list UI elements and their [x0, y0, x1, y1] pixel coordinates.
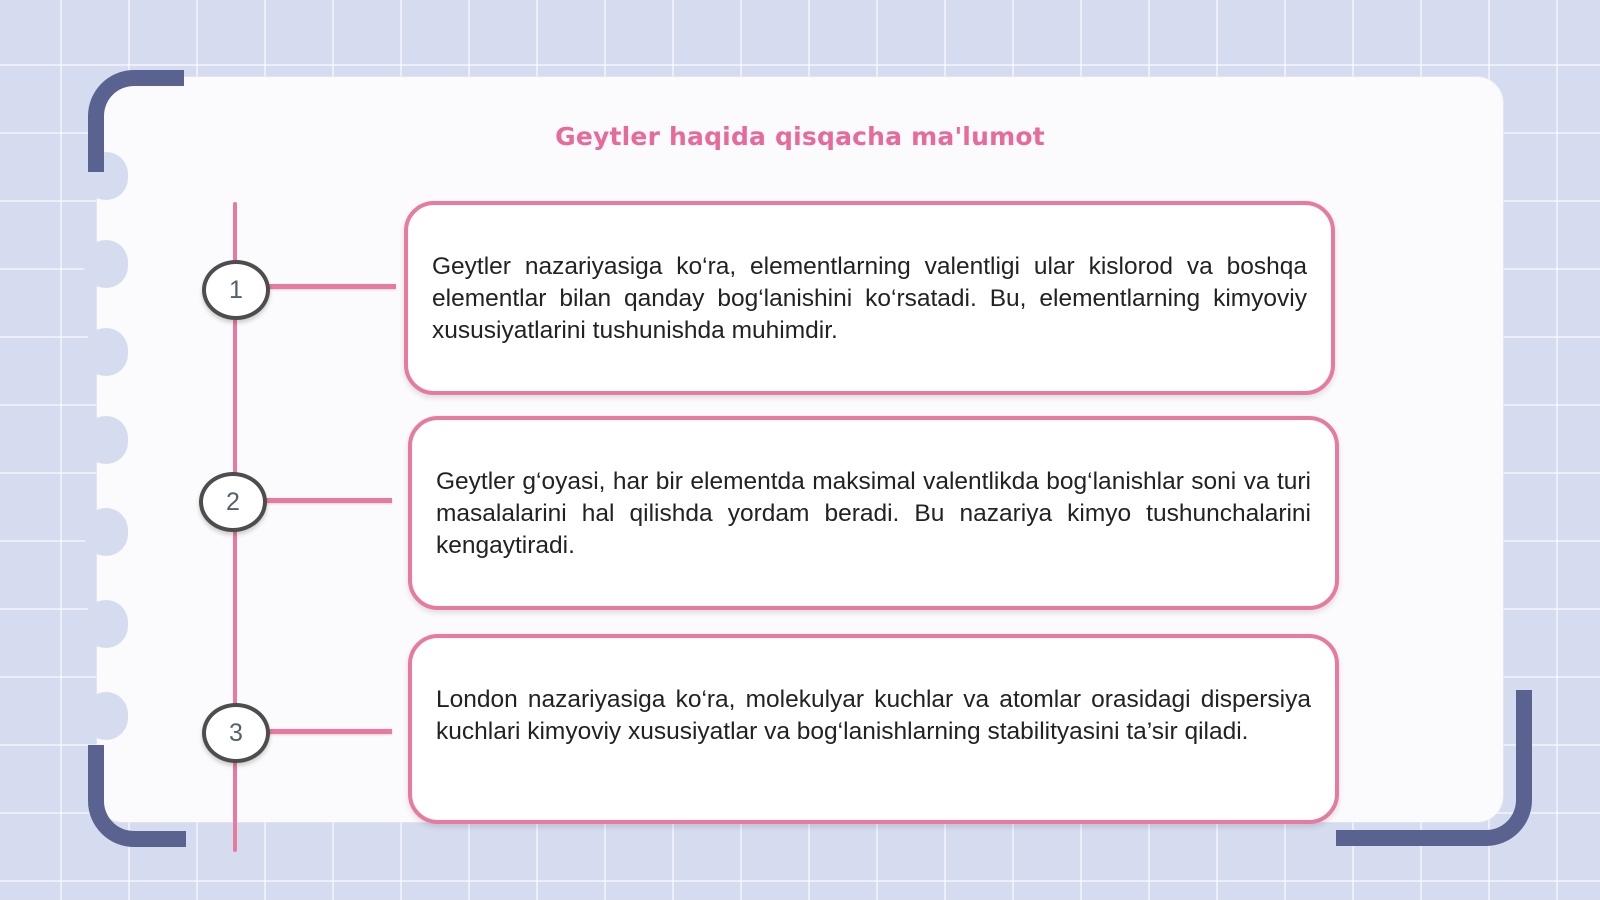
binder-notch	[84, 600, 128, 648]
slide-title: Geytler haqida qisqacha ma'lumot	[555, 122, 1045, 151]
step-3-text-box	[408, 634, 1339, 824]
binder-notch	[84, 508, 128, 556]
binder-notch	[84, 416, 128, 464]
step-1-text: Geytler nazariyasiga ko‘ra, elementlarning valentligi ular kislorod va boshqa elementlar bilan qanday bog‘lanishini ko‘rsatadi. Bu, elementlarning kimyoviy xususiyatlarini tushunishda muhimdir.	[432, 253, 1307, 344]
step-2-number-circle	[199, 472, 267, 532]
step-1-text-box	[404, 201, 1335, 395]
frame-corner-bottom-left	[88, 745, 186, 847]
binder-notch	[84, 692, 128, 740]
step-2-text: Geytler g‘oyasi, har bir elementda maksimal valentlikda bog‘lanishlar soni va turi masalalarini hal qilishda yordam beradi. Bu nazariya kimyo tushunchalarini kengaytiradi.	[436, 468, 1311, 559]
step-1-number-circle	[202, 260, 270, 320]
step-1-connector	[266, 284, 396, 289]
step-2-connector	[262, 498, 392, 503]
binder-notch	[84, 328, 128, 376]
frame-corner-bottom-right	[1336, 690, 1532, 846]
step-3-number-circle	[202, 703, 270, 763]
step-2-number: 2	[226, 487, 240, 516]
binder-notch	[84, 240, 128, 288]
step-3-connector	[266, 729, 392, 734]
step-2-text-box	[408, 416, 1339, 610]
frame-corner-top-left	[88, 70, 184, 172]
step-3-number: 3	[229, 718, 243, 747]
step-3-text: London nazariyasiga ko‘ra, molekulyar kuchlar va atomlar orasidagi dispersiya kuchlari kimyoviy xususiyatlar va bog‘lanishlarning stabilityasini ta’sir qiladi.	[436, 686, 1311, 745]
step-1-number: 1	[229, 275, 243, 304]
